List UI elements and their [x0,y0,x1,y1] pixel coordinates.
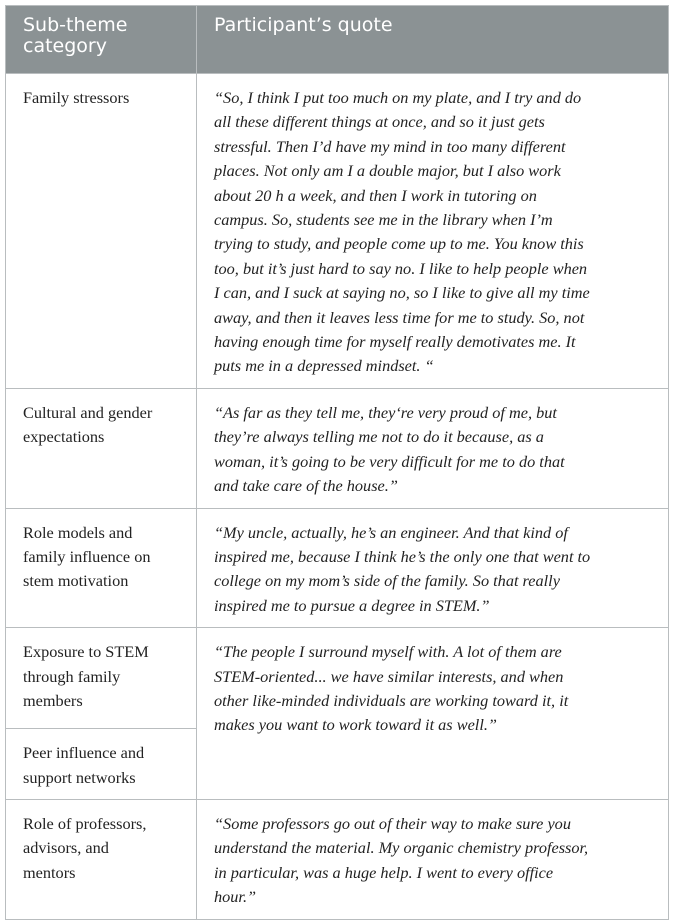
sub-theme-category-cell [6,508,197,628]
sub-theme-category-cell [6,800,197,920]
quote-line: I can, and I suck at saying no, so I like to give all my time [214,283,590,303]
participant-quote-cell [197,508,669,628]
table-row [6,628,669,729]
participant-quote-cell [197,389,669,509]
quote-line: inspired me to pursue a degree in STEM.” [214,595,490,615]
sub-theme-category-cell [6,628,197,729]
quote-line: campus. So, students see me in the library when I’m [214,210,553,230]
category-line: Exposure to STEM [23,642,149,662]
participant-quote-cell [197,800,669,920]
header-line: category [23,35,107,57]
table-row [6,389,669,509]
quote-line: hour.” [214,887,257,907]
quote-line: “Some professors go out of their way to make sure you [214,814,571,834]
quote-line: about 20 h a week, and then I work in tutoring on [214,185,537,205]
category-line: Peer influence and [23,743,145,763]
header-participant-quote [197,6,669,74]
quote-line: STEM-oriented... we have similar interests, and when [214,666,564,686]
category-line: family influence on [23,547,151,567]
category-line: Family stressors [23,88,130,107]
quote-line: away, and then it leaves less time for me to study. So, not [214,307,585,327]
category-line: expectations [23,427,105,447]
quote-line: makes you want to work toward it as well.” [214,715,497,735]
header-line: Participant’s quote [214,14,393,36]
category-line: Cultural and gender [23,403,153,422]
quote-line: in particular, was a huge help. I went to every office [214,862,554,882]
sub-theme-category-cell [6,389,197,509]
sub-theme-category-cell [6,74,197,389]
sub-theme-category-cell [6,729,197,800]
quote-line: college on my mom’s side of the family. So that really [214,571,560,591]
quote-line: other like-minded individuals are working toward it, it [214,691,569,711]
category-line: support networks [23,767,136,787]
table-row [6,74,669,389]
participant-quote-cell [197,628,669,800]
quote-line: too, but it’s just hard to say no. I like to help people when [214,258,588,278]
quote-line: they’re always telling me not to do it because, as a [214,427,544,447]
quote-line: “My uncle, actually, he’s an engineer. And that kind of [214,522,568,542]
category-line: stem motivation [23,571,129,591]
header-row [6,6,669,74]
quote-line: puts me in a depressed mindset. “ [214,356,434,376]
sub-theme-quote-table [5,5,669,920]
category-line: Role of professors, [23,814,147,834]
quote-line: all these different things at once, and so it just gets [214,112,545,132]
quote-line: “As far as they tell me, they‘re very proud of me, but [214,403,557,422]
header-line: Sub-theme [23,14,128,36]
quote-line: and take care of the house.” [214,476,398,496]
category-line: mentors [23,862,76,882]
quote-line: woman, it’s going to be very difficult for me to do that [214,451,565,471]
quote-line: trying to study, and people come up to me. You know this [214,234,584,254]
quote-line: having enough time for myself really demotivates me. It [214,332,576,352]
table-row [6,508,669,628]
quote-line: places. Not only am I a double major, but I also work [214,161,561,181]
header-sub-theme-category [6,6,197,74]
category-line: through family [23,666,121,686]
quote-line: “The people I surround myself with. A lot of them are [214,642,562,662]
quote-line: “So, I think I put too much on my plate, and I try and do [214,88,582,107]
category-line: Role models and [23,522,133,542]
participant-quote-cell [197,74,669,389]
table-row [6,800,669,920]
category-line: members [23,691,83,711]
quote-line: inspired me, because I think he’s the only one that went to [214,547,591,567]
category-line: advisors, and [23,838,109,858]
quote-line: understand the material. My organic chemistry professor, [214,838,589,858]
quote-line: stressful. Then I’d have my mind in too many different [214,136,566,156]
